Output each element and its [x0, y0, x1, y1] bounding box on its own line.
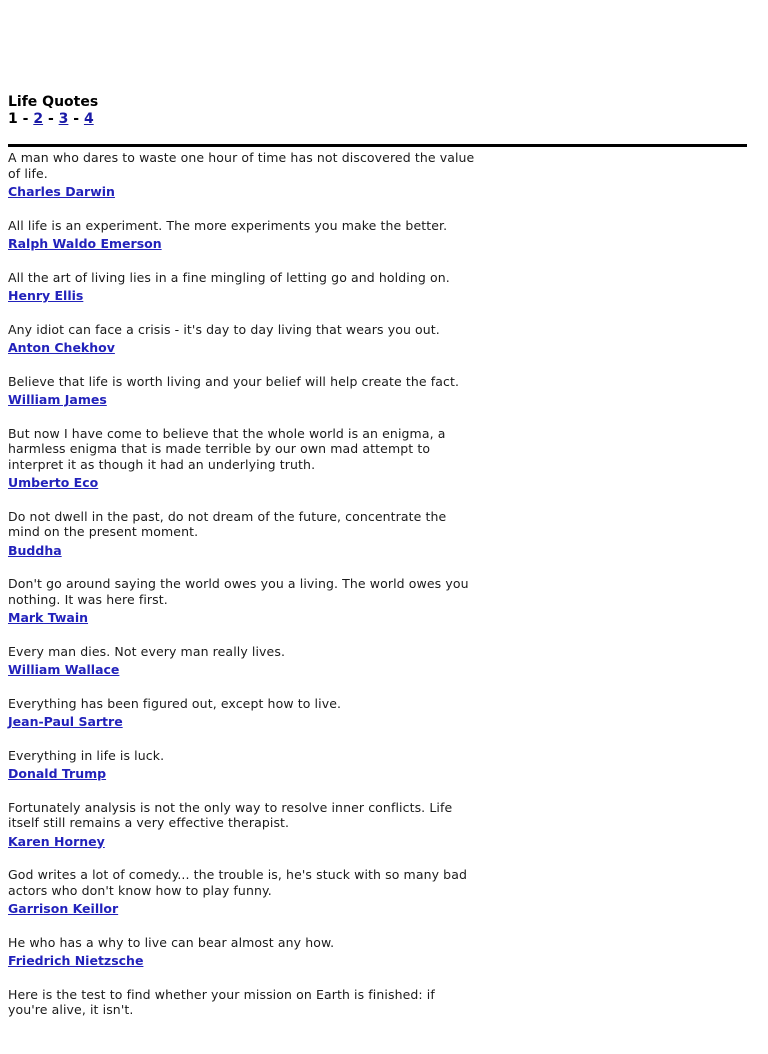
quote-text: A man who dares to waste one hour of time has not discovered the value of life. [8, 150, 475, 181]
pagination [8, 111, 98, 128]
quote-list [8, 150, 478, 1054]
quote-author-link[interactable]: Friedrich Nietzsche [8, 953, 144, 968]
list-item [8, 374, 478, 409]
list-item [8, 270, 478, 305]
list-item [8, 576, 478, 626]
quote-text: Everything has been figured out, except how to live. [8, 695, 342, 711]
quote-text: Do not dwell in the past, do not dream of the future, concentrate the mind on the present moment. [8, 508, 447, 539]
quote-text: Here is the test to find whether your mission on Earth is finished: if you're alive, it isn't. [8, 986, 435, 1017]
quote-author-link[interactable]: Karen Horney [8, 833, 105, 849]
quote-author-link[interactable]: Buddha [8, 542, 62, 558]
pager-link-page-2[interactable]: 2 [33, 111, 44, 127]
quote-author-link[interactable]: Anton Chekhov [8, 340, 115, 355]
quote-author-link[interactable]: Henry Ellis [8, 288, 84, 303]
pager-link-page-4[interactable]: 4 [83, 111, 94, 127]
list-item [8, 800, 478, 850]
list-item [8, 322, 478, 357]
list-item [8, 509, 478, 559]
quote-text: He who has a why to live can bear almost any how. [8, 934, 335, 950]
pager-separator: - [47, 111, 54, 127]
list-item [8, 218, 478, 253]
quote-text: Every man dies. Not every man really lives. [8, 643, 286, 659]
list-item [8, 150, 478, 200]
quote-author-link[interactable]: William James [8, 392, 107, 407]
quote-author-link[interactable]: Ralph Waldo Emerson [8, 236, 162, 251]
quote-text: God writes a lot of comedy... the trouble is, he's stuck with so many bad actors who don't know how to play funny. [8, 867, 468, 898]
quote-text: Everything in life is luck. [8, 747, 165, 763]
quote-text: Don't go around saying the world owes you a living. The world owes you nothing. It was here first. [8, 576, 469, 607]
quote-text: Fortunately analysis is not the only way to resolve inner conflicts. Life itself still remains a very effective therapist. [8, 799, 453, 830]
page-header [8, 94, 98, 128]
header-divider [8, 144, 747, 147]
quote-author-link[interactable]: Mark Twain [8, 610, 89, 625]
quote-author-link[interactable]: Garrison Keillor [8, 901, 119, 916]
list-item [8, 987, 478, 1037]
quote-text: All the art of living lies in a fine mingling of letting go and holding on. [8, 269, 450, 285]
quote-author-link[interactable]: Jean-Paul Sartre [8, 714, 123, 729]
page-title: Life Quotes [8, 94, 99, 110]
pager-link-page-3[interactable]: 3 [58, 111, 69, 127]
quote-text: Any idiot can face a crisis - it's day to day living that wears you out. [8, 321, 440, 337]
quote-author-link[interactable]: Donald Trump [8, 766, 107, 781]
quote-author-link[interactable]: William Wallace [8, 662, 120, 677]
list-item [8, 748, 478, 783]
quote-author-link[interactable]: Umberto Eco [8, 475, 99, 490]
list-item [8, 644, 478, 679]
quote-author-link[interactable]: Charles Darwin [8, 184, 115, 199]
pager-separator: - [22, 111, 29, 127]
list-item [8, 426, 478, 492]
quote-text: Believe that life is worth living and your belief will help create the fact. [8, 373, 460, 389]
quote-text: All life is an experiment. The more experiments you make the better. [8, 217, 448, 233]
list-item [8, 867, 478, 917]
pager-current-page: 1 [8, 111, 18, 127]
quote-text: But now I have come to believe that the whole world is an enigma, a harmless enigma that is made terrible by our own mad attempt to interpret it as though it had an underlying truth. [8, 425, 446, 472]
list-item [8, 935, 478, 970]
pager-separator: - [73, 111, 80, 127]
list-item [8, 696, 478, 731]
